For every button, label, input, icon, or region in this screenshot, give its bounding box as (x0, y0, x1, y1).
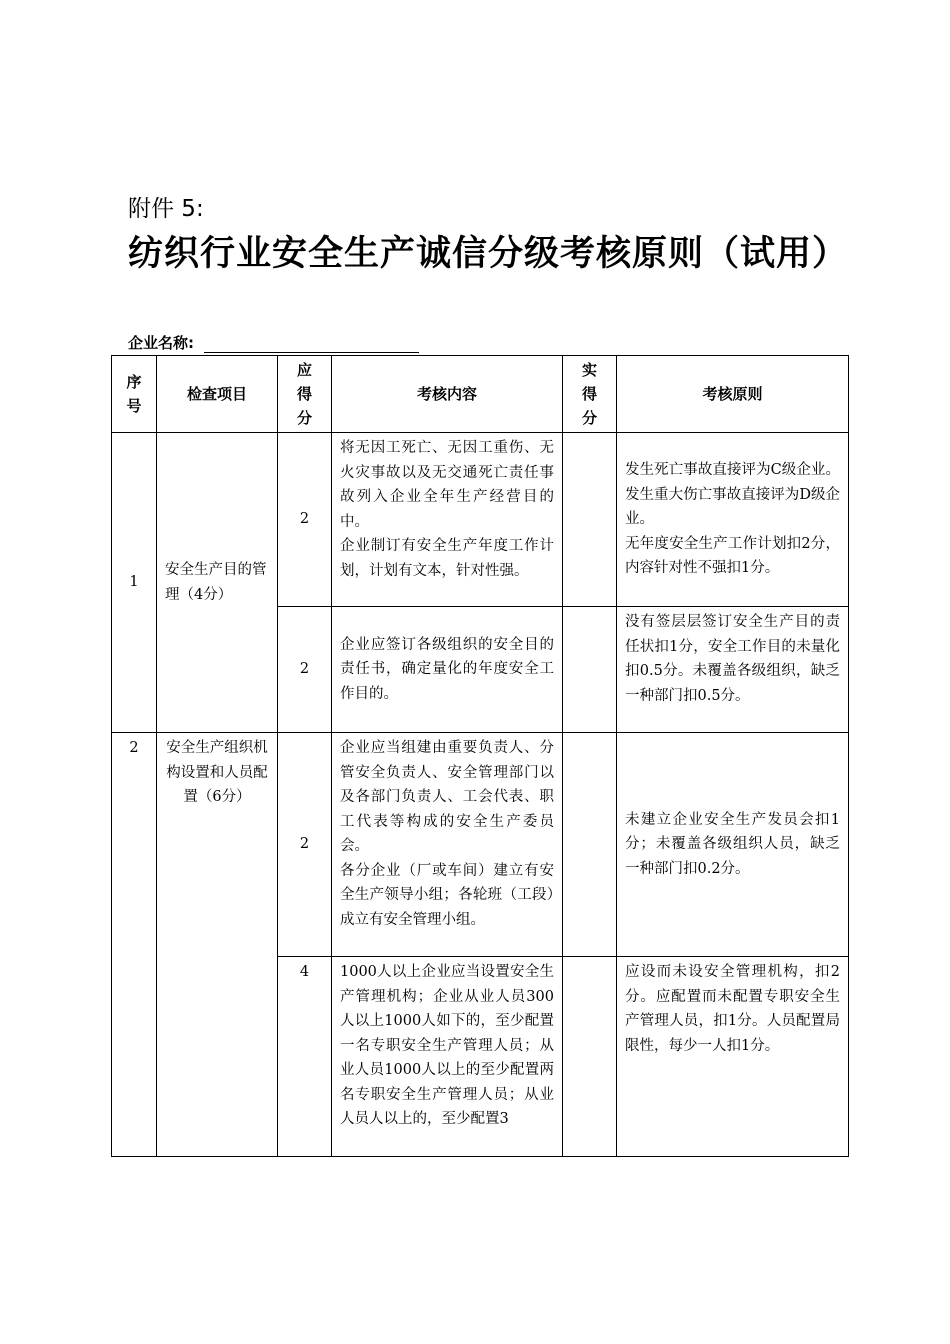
table-header-row (112, 356, 849, 433)
row-item: 安全生产组织机构设置和人员配置（6分） (157, 733, 278, 1157)
content-paragraph: 将无因工死亡、无因工重伤、无火灾事故以及无交通死亡责任事故列入企业全年生产经营目的中。 (340, 440, 554, 530)
row-no: 2 (112, 733, 157, 1157)
row-score: 4 (278, 957, 332, 1157)
row-item: 安全生产目的管理（4分） (157, 433, 278, 733)
company-name-blank (204, 336, 419, 353)
content-paragraph: 各分企业（厂或车间）建立有安全生产领导小组；各轮班（工段）成立有安全管理小组。 (340, 862, 554, 928)
header-principle: 考核原则 (617, 356, 849, 433)
table-row (112, 433, 849, 607)
content-paragraph: 企业应当组建由重要负责人、分管安全负责人、安全管理部门以及各部门负责人、工会代表、职工代表等构成的安全生产委员会。 (340, 740, 554, 854)
row-principle: 未建立企业安全生产发员会扣1分；未覆盖各级组织人员，缺乏一种部门扣0.2分。 (617, 733, 849, 957)
assessment-table (111, 355, 849, 1157)
row-score: 2 (278, 433, 332, 607)
header-item: 检查项目 (157, 356, 278, 433)
document-title: 纺织行业安全生产诚信分级考核原则（试用） (128, 234, 849, 274)
row-principle (617, 433, 849, 607)
row-score: 2 (278, 733, 332, 957)
principle-paragraph: 无年度安全生产工作计划扣2分，内容针对性不强扣1分。 (625, 535, 840, 577)
row-actual-score[interactable] (563, 607, 617, 733)
header-actual-score: 实得分 (563, 356, 617, 433)
row-content: 企业应签订各级组织的安全目的责任书，确定量化的年度安全工作目的。 (332, 607, 563, 733)
row-actual-score[interactable] (563, 433, 617, 607)
header-no: 序号 (112, 356, 157, 433)
row-actual-score[interactable] (563, 957, 617, 1157)
row-no: 1 (112, 433, 157, 733)
row-actual-score[interactable] (563, 733, 617, 957)
header-due-score: 应得分 (278, 356, 332, 433)
company-name-field (128, 332, 419, 353)
content-paragraph: 企业制订有安全生产年度工作计划，计划有文本，针对性强。 (340, 538, 554, 579)
table-row (112, 733, 849, 957)
attachment-label: 附件 5: (128, 196, 204, 222)
company-name-label: 企业名称: (128, 334, 194, 352)
row-principle: 没有签层层签订安全生产目的责任状扣1分，安全工作目的未量化扣0.5分。未覆盖各级组织，缺乏一种部门扣0.5分。 (617, 607, 849, 733)
row-content (332, 733, 563, 957)
row-content (332, 433, 563, 607)
header-content: 考核内容 (332, 356, 563, 433)
row-principle: 应设而未设安全管理机构，扣2分。应配置而未配置专职安全生产管理人员，扣1分。人员配置局限性，每少一人扣1分。 (617, 957, 849, 1157)
principle-paragraph: 发生死亡事故直接评为C级企业。发生重大伤亡事故直接评为D级企业。 (625, 462, 840, 528)
row-content: 1000人以上企业应当设置安全生产管理机构；企业从业人员300人以上1000人如下的，至少配置一名专职安全生产管理人员；从业人员1000人以上的至少配置两名专职安全生产管理人员；从业人员人以上的，至少配置3 (332, 957, 563, 1157)
row-score: 2 (278, 607, 332, 733)
